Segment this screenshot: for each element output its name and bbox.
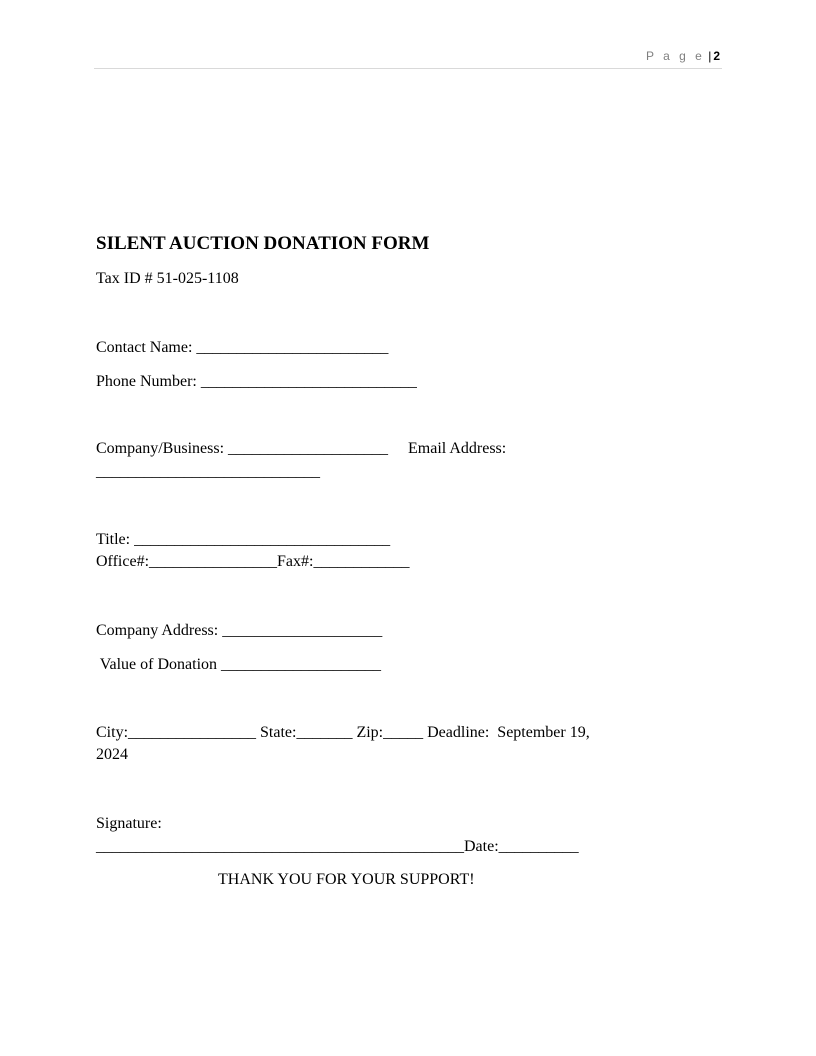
company-email-field: Company/Business: ____________________ Email Address: <box>96 440 507 457</box>
value-of-donation-field: Value of Donation ____________________ <box>96 656 382 673</box>
signature-date-field: ______________________________________________Date:__________ <box>96 838 579 855</box>
contact-name-field: Contact Name: ________________________ <box>96 339 389 356</box>
page-header <box>94 48 722 69</box>
page-number <box>646 49 720 63</box>
signature-label: Signature: <box>96 815 162 832</box>
office-fax-field: Office#:________________Fax#:____________ <box>96 553 410 570</box>
city-state-zip-field: City:________________ State:_______ Zip:_____ Deadline: September 19, <box>96 724 590 741</box>
email-line: ____________________________ <box>96 463 320 480</box>
phone-number-field: Phone Number: ___________________________ <box>96 373 417 390</box>
page-separator: | <box>708 49 712 63</box>
tax-id: Tax ID # 51-025-1108 <box>96 270 239 287</box>
page-word: P a g e <box>646 49 705 63</box>
company-address-field: Company Address: ____________________ <box>96 622 383 639</box>
deadline-year: 2024 <box>96 746 128 763</box>
thank-you-message: THANK YOU FOR YOUR SUPPORT! <box>218 871 475 888</box>
form-title: SILENT AUCTION DONATION FORM <box>96 233 430 254</box>
title-field: Title: ________________________________ <box>96 531 391 548</box>
page-digit: 2 <box>713 49 720 63</box>
